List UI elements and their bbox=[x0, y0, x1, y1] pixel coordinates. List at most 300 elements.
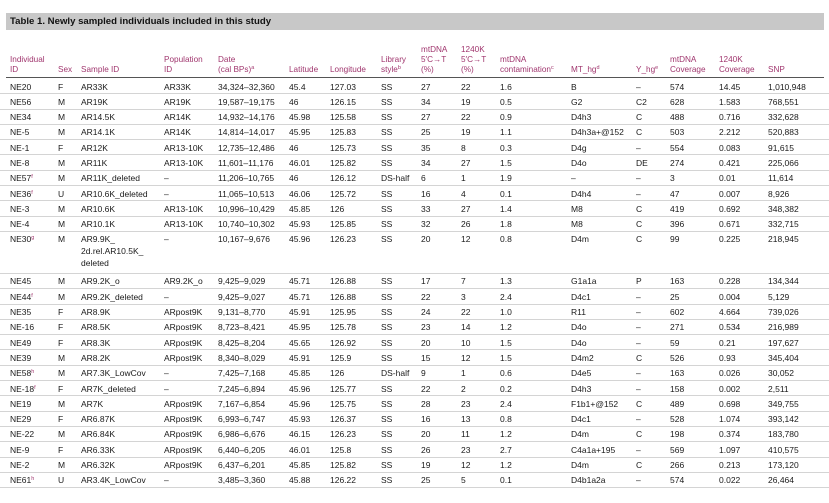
cell-pop bbox=[164, 352, 202, 364]
cell-k5 bbox=[461, 233, 470, 245]
cell-text: – bbox=[636, 173, 641, 184]
cell-mt5 bbox=[421, 291, 430, 303]
cell-text: C bbox=[636, 460, 643, 471]
cell-date bbox=[218, 398, 265, 410]
cell-text: AR19K bbox=[81, 96, 108, 107]
cell-sample bbox=[81, 383, 136, 395]
header-rule bbox=[6, 77, 824, 78]
cell-text: 45.71 bbox=[289, 291, 311, 302]
cell-text: 45.4 bbox=[289, 81, 306, 92]
cell-text: 26 bbox=[461, 219, 471, 230]
cell-date bbox=[218, 459, 265, 471]
cell-snp bbox=[768, 459, 799, 471]
cell-text: 216,989 bbox=[768, 322, 799, 333]
cell-mtcov bbox=[670, 337, 679, 349]
cell-text: NE-8 bbox=[10, 157, 30, 168]
cell-k5 bbox=[461, 111, 470, 123]
cell-sex bbox=[58, 203, 65, 215]
cell-text: SS bbox=[381, 475, 393, 486]
cell-pop bbox=[164, 81, 191, 93]
cell-text: 520,883 bbox=[768, 127, 799, 138]
cell-text: 739,026 bbox=[768, 307, 799, 318]
column-header-line bbox=[58, 55, 72, 65]
cell-text: M bbox=[58, 276, 66, 287]
cell-sample bbox=[81, 352, 110, 364]
cell-snp bbox=[768, 96, 799, 108]
cell-text: F bbox=[58, 383, 64, 394]
cell-text: 0.213 bbox=[719, 460, 741, 471]
cell-lat bbox=[289, 321, 310, 333]
cell-text: NE58 bbox=[10, 368, 32, 379]
cell-text: 0.421 bbox=[719, 157, 741, 168]
cell-sample bbox=[81, 428, 115, 440]
cell-lib bbox=[381, 413, 392, 425]
cell-sample bbox=[81, 157, 107, 169]
cell-lib bbox=[381, 218, 392, 230]
cell-text: SS bbox=[381, 322, 393, 333]
cell-kcov bbox=[719, 444, 740, 456]
cell-mt5 bbox=[421, 275, 430, 287]
cell-pop bbox=[164, 111, 191, 123]
column-header-line bbox=[768, 55, 785, 65]
cell-text: D4m bbox=[571, 234, 589, 245]
cell-date bbox=[218, 337, 265, 349]
cell-text: – bbox=[164, 291, 169, 302]
cell-yhg bbox=[636, 291, 641, 303]
cell-id bbox=[10, 203, 29, 215]
cell-text: – bbox=[636, 337, 641, 348]
table-row bbox=[0, 125, 829, 140]
cell-snp bbox=[768, 398, 799, 410]
cell-text: – bbox=[164, 188, 169, 199]
column-header-line: mtDNA bbox=[670, 55, 697, 64]
cell-text: 0.3 bbox=[500, 142, 512, 153]
cell-kcov bbox=[719, 96, 740, 108]
cell-text: D4o bbox=[571, 322, 587, 333]
cell-text: 6 bbox=[421, 173, 426, 184]
cell-text: 2,511 bbox=[768, 383, 789, 394]
cell-text: 126.88 bbox=[330, 291, 356, 302]
cell-text: 0.5 bbox=[500, 96, 512, 107]
cell-text: 1.074 bbox=[719, 414, 741, 425]
cell-kcov bbox=[719, 233, 740, 245]
cell-mtcov bbox=[670, 233, 679, 245]
footnote-marker: d bbox=[596, 65, 600, 71]
cell-sex bbox=[58, 321, 63, 333]
column-header-pop bbox=[164, 55, 203, 75]
cell-text: AR6.33K bbox=[81, 444, 116, 455]
cell-sample bbox=[81, 459, 115, 471]
cell-mtcov bbox=[670, 459, 684, 471]
cell-text: D4o bbox=[571, 337, 587, 348]
column-header-line: Coverage bbox=[670, 65, 706, 74]
cell-text: 20 bbox=[421, 234, 431, 245]
cell-text: 19,587–19,175 bbox=[218, 96, 275, 107]
cell-mthg bbox=[571, 352, 594, 364]
cell-kcov bbox=[719, 459, 740, 471]
cell-text: AR9.2K_deleted bbox=[81, 291, 143, 302]
cell-yhg bbox=[636, 474, 641, 486]
cell-snp bbox=[768, 233, 799, 245]
cell-text: 134,344 bbox=[768, 276, 799, 287]
cell-text: 0.022 bbox=[719, 475, 741, 486]
cell-sample bbox=[81, 321, 110, 333]
cell-mthg bbox=[571, 96, 582, 108]
table-row bbox=[0, 110, 829, 125]
cell-sex bbox=[58, 459, 65, 471]
cell-text: – bbox=[636, 188, 641, 199]
cell-mthg bbox=[571, 275, 597, 287]
cell-yhg bbox=[636, 337, 641, 349]
cell-text: 14,814–14,017 bbox=[218, 127, 275, 138]
cell-text: 6,437–6,201 bbox=[218, 460, 266, 471]
cell-mt5 bbox=[421, 203, 430, 215]
cell-text: 2.7 bbox=[500, 444, 512, 455]
cell-mt5 bbox=[421, 428, 430, 440]
cell-pop bbox=[164, 413, 202, 425]
cell-id bbox=[10, 352, 31, 364]
cell-text: 8,723–8,421 bbox=[218, 322, 266, 333]
cell-text: 163 bbox=[670, 368, 685, 379]
cell-lib bbox=[381, 291, 392, 303]
cell-k5 bbox=[461, 413, 470, 425]
cell-text: 332,628 bbox=[768, 112, 799, 123]
cell-yhg bbox=[636, 321, 641, 333]
cell-text: 59 bbox=[670, 337, 680, 348]
cell-mt5 bbox=[421, 337, 430, 349]
cell-text: 125.8 bbox=[330, 444, 352, 455]
cell-text: DS-half bbox=[381, 368, 410, 379]
cell-text: 503 bbox=[670, 127, 685, 138]
cell-mtcov bbox=[670, 275, 684, 287]
cell-text: SS bbox=[381, 460, 393, 471]
column-header-lib bbox=[381, 55, 406, 75]
cell-cont bbox=[500, 321, 512, 333]
cell-text: – bbox=[636, 414, 641, 425]
cell-k5 bbox=[461, 398, 470, 410]
cell-text: 0.671 bbox=[719, 219, 741, 230]
cell-snp bbox=[768, 188, 789, 200]
cell-text: AR6.32K bbox=[81, 460, 116, 471]
cell-text: 528 bbox=[670, 414, 685, 425]
cell-text: ARpost9K bbox=[164, 322, 203, 333]
cell-snp bbox=[768, 172, 793, 184]
cell-text: AR7.3K_LowCov bbox=[81, 368, 146, 379]
column-header-line: 1240K bbox=[719, 55, 743, 64]
cell-text: SS bbox=[381, 337, 393, 348]
cell-lib bbox=[381, 459, 392, 471]
cell-id bbox=[10, 142, 29, 154]
cell-sample bbox=[81, 172, 140, 184]
table-row bbox=[0, 335, 829, 350]
cell-text: C bbox=[636, 352, 643, 363]
cell-k5 bbox=[461, 142, 466, 154]
column-header-line bbox=[636, 55, 658, 65]
cell-text: AR13-10K bbox=[164, 203, 204, 214]
table-row bbox=[0, 458, 829, 473]
cell-text: D4m bbox=[571, 429, 589, 440]
cell-mt5 bbox=[421, 142, 430, 154]
cell-text: U bbox=[58, 475, 65, 486]
cell-mthg bbox=[571, 203, 583, 215]
cell-date bbox=[218, 275, 265, 287]
cell-kcov bbox=[719, 321, 740, 333]
cell-snp bbox=[768, 444, 799, 456]
cell-text: F bbox=[58, 81, 64, 92]
cell-text: 0.01 bbox=[719, 173, 736, 184]
cell-text: 7 bbox=[461, 276, 466, 287]
cell-mtcov bbox=[670, 172, 675, 184]
cell-mt5 bbox=[421, 96, 430, 108]
cell-text: 34 bbox=[421, 157, 431, 168]
cell-lib bbox=[381, 275, 392, 287]
table-row bbox=[0, 350, 829, 365]
cell-text: M bbox=[58, 429, 66, 440]
cell-text: – bbox=[636, 81, 641, 92]
cell-text: NE-16 bbox=[10, 322, 35, 333]
cell-date bbox=[218, 233, 270, 245]
cell-mtcov bbox=[670, 218, 684, 230]
cell-pop bbox=[164, 172, 169, 184]
cell-mthg bbox=[571, 81, 577, 93]
cell-text: 126.22 bbox=[330, 475, 356, 486]
cell-yhg bbox=[636, 444, 641, 456]
cell-text: 1.583 bbox=[719, 96, 741, 107]
cell-k5 bbox=[461, 352, 470, 364]
cell-text: 10,740–10,302 bbox=[218, 219, 275, 230]
cell-mthg bbox=[571, 337, 587, 349]
cell-text: NE56 bbox=[10, 96, 32, 107]
cell-text: 0.698 bbox=[719, 398, 741, 409]
cell-id bbox=[10, 474, 34, 486]
cell-text: AR33K bbox=[164, 81, 191, 92]
column-header-mthg bbox=[571, 55, 600, 75]
cell-sex bbox=[58, 398, 65, 410]
cell-text: 10 bbox=[461, 337, 471, 348]
cell-cont bbox=[500, 203, 512, 215]
cell-date bbox=[218, 474, 265, 486]
cell-text: M bbox=[58, 368, 66, 379]
cell-text: 0.225 bbox=[719, 234, 741, 245]
cell-sex bbox=[58, 444, 63, 456]
cell-cont bbox=[500, 367, 512, 379]
cell-yhg bbox=[636, 275, 642, 287]
cell-text: SS bbox=[381, 81, 393, 92]
cell-text: 5 bbox=[461, 475, 466, 486]
cell-cont bbox=[500, 383, 512, 395]
cell-date bbox=[218, 81, 275, 93]
cell-mtcov bbox=[670, 203, 684, 215]
cell-text: AR19K bbox=[164, 96, 191, 107]
cell-text: 28 bbox=[421, 398, 431, 409]
cell-lat bbox=[289, 306, 310, 318]
cell-text: SS bbox=[381, 398, 393, 409]
cell-snp bbox=[768, 367, 794, 379]
cell-lat bbox=[289, 398, 310, 410]
table-row bbox=[0, 155, 829, 170]
cell-cont bbox=[500, 126, 512, 138]
cell-text: 22 bbox=[461, 307, 471, 318]
cell-mthg bbox=[571, 172, 576, 184]
cell-sample bbox=[81, 444, 115, 456]
cell-yhg bbox=[636, 172, 641, 184]
cell-sample bbox=[81, 275, 120, 287]
cell-lat bbox=[289, 413, 310, 425]
cell-text: D4h3 bbox=[571, 112, 592, 123]
cell-kcov bbox=[719, 275, 740, 287]
cell-text: C bbox=[636, 219, 643, 230]
column-header-line: mtDNA bbox=[500, 55, 527, 64]
cell-text: 22 bbox=[421, 291, 431, 302]
cell-text: 4 bbox=[461, 188, 466, 199]
cell-text: AR8.9K bbox=[81, 307, 111, 318]
cell-text: 9,131–8,770 bbox=[218, 307, 266, 318]
cell-kcov bbox=[719, 111, 740, 123]
cell-lon bbox=[330, 172, 356, 184]
cell-text: 266 bbox=[670, 460, 685, 471]
cell-mthg bbox=[571, 126, 624, 138]
cell-text: D4h3 bbox=[571, 383, 592, 394]
cell-text: SS bbox=[381, 142, 393, 153]
cell-lat bbox=[289, 142, 298, 154]
cell-kcov bbox=[719, 337, 736, 349]
cell-text: 2 bbox=[461, 383, 466, 394]
cell-text: 0.1 bbox=[500, 475, 512, 486]
cell-text: 125.73 bbox=[330, 142, 356, 153]
cell-text: 126.12 bbox=[330, 173, 356, 184]
cell-text: SS bbox=[381, 352, 393, 363]
cell-id bbox=[10, 96, 31, 108]
cell-cont bbox=[500, 111, 512, 123]
cell-text: AR9.2K_o bbox=[164, 276, 203, 287]
cell-yhg bbox=[636, 233, 642, 245]
cell-date bbox=[218, 126, 275, 138]
cell-lon bbox=[330, 157, 356, 169]
cell-text: NE-22 bbox=[10, 429, 35, 440]
cell-text: D4e5 bbox=[571, 368, 592, 379]
cell-text: – bbox=[636, 291, 641, 302]
cell-mtcov bbox=[670, 444, 684, 456]
cell-text: 45.96 bbox=[289, 234, 311, 245]
cell-k5 bbox=[461, 126, 470, 138]
cell-text: 34,324–32,360 bbox=[218, 81, 275, 92]
cell-mt5 bbox=[421, 383, 430, 395]
cell-pop bbox=[164, 157, 203, 169]
cell-mtcov bbox=[670, 111, 684, 123]
table-row bbox=[0, 320, 829, 335]
cell-lib bbox=[381, 96, 392, 108]
cell-text: 1.5 bbox=[500, 157, 512, 168]
cell-text: AR14.5K bbox=[81, 112, 116, 123]
cell-mthg bbox=[571, 367, 591, 379]
cell-pop bbox=[164, 306, 202, 318]
cell-lib bbox=[381, 352, 392, 364]
cell-snp bbox=[768, 203, 799, 215]
cell-snp bbox=[768, 383, 789, 395]
cell-id bbox=[10, 428, 34, 440]
cell-lon bbox=[330, 275, 356, 287]
cell-text: 0.228 bbox=[719, 276, 741, 287]
cell-text: 488 bbox=[670, 112, 685, 123]
cell-text: 554 bbox=[670, 142, 685, 153]
cell-id bbox=[10, 126, 29, 138]
cell-k5 bbox=[461, 459, 470, 471]
cell-text: 45.85 bbox=[289, 203, 311, 214]
cell-lib bbox=[381, 398, 392, 410]
cell-lat bbox=[289, 96, 298, 108]
column-header-line: $Y\_hg^e$ bbox=[636, 65, 659, 74]
cell-date bbox=[218, 188, 274, 200]
cell-text: 7,425–7,168 bbox=[218, 368, 266, 379]
cell-text: 574 bbox=[670, 475, 685, 486]
table-row bbox=[0, 217, 829, 232]
cell-text: 0.002 bbox=[719, 383, 741, 394]
cell-k5 bbox=[461, 172, 466, 184]
cell-text: 1.097 bbox=[719, 444, 741, 455]
cell-text: F bbox=[58, 414, 64, 425]
column-header-line: ID bbox=[10, 65, 19, 74]
cell-text: M bbox=[58, 219, 66, 230]
cell-text: 45.71 bbox=[289, 276, 311, 287]
cell-text: 23 bbox=[461, 398, 471, 409]
cell-k5 bbox=[461, 383, 466, 395]
cell-sex bbox=[58, 218, 65, 230]
cell-snp bbox=[768, 275, 799, 287]
cell-text: 45.96 bbox=[289, 398, 311, 409]
cell-lat bbox=[289, 275, 310, 287]
column-header-mtcov bbox=[670, 55, 706, 75]
cell-text: M bbox=[58, 234, 66, 245]
cell-kcov bbox=[719, 81, 740, 93]
cell-mt5 bbox=[421, 474, 430, 486]
footnote-marker: f bbox=[31, 292, 33, 299]
cell-kcov bbox=[719, 126, 740, 138]
cell-pop bbox=[164, 383, 169, 395]
cell-text: 183,780 bbox=[768, 429, 799, 440]
cell-text: AR7K_deleted bbox=[81, 383, 136, 394]
cell-text: AR6.84K bbox=[81, 429, 116, 440]
column-header-line: style$^b$ bbox=[381, 65, 401, 74]
column-header-line: (%) bbox=[461, 65, 474, 74]
cell-text: AR3.4K_LowCov bbox=[81, 475, 146, 486]
table-row bbox=[0, 140, 829, 155]
cell-text: C2 bbox=[636, 96, 647, 107]
cell-text: NE-9 bbox=[10, 444, 30, 455]
cell-text: 25 bbox=[421, 127, 431, 138]
cell-id bbox=[10, 81, 31, 93]
cell-text: 6,440–6,205 bbox=[218, 444, 266, 455]
table-row bbox=[0, 381, 829, 396]
cell-mthg bbox=[571, 398, 618, 410]
cell-text: D4m2 bbox=[571, 352, 594, 363]
cell-lon bbox=[330, 203, 344, 215]
cell-text: 12 bbox=[461, 234, 471, 245]
cell-text: 46.06 bbox=[289, 188, 311, 199]
cell-lib bbox=[381, 203, 392, 215]
cell-text: 125.9 bbox=[330, 352, 352, 363]
cell-text: NE29 bbox=[10, 414, 32, 425]
cell-text: – bbox=[164, 368, 169, 379]
column-header-line: Population bbox=[164, 55, 203, 64]
cell-id bbox=[10, 188, 33, 200]
cell-text: 14.45 bbox=[719, 81, 741, 92]
footnote-marker: h bbox=[31, 476, 35, 483]
cell-text: 22 bbox=[461, 81, 471, 92]
footnote-marker: b bbox=[397, 65, 401, 71]
cell-text: – bbox=[636, 322, 641, 333]
column-header-line bbox=[81, 55, 119, 65]
cell-text: 125.95 bbox=[330, 307, 356, 318]
